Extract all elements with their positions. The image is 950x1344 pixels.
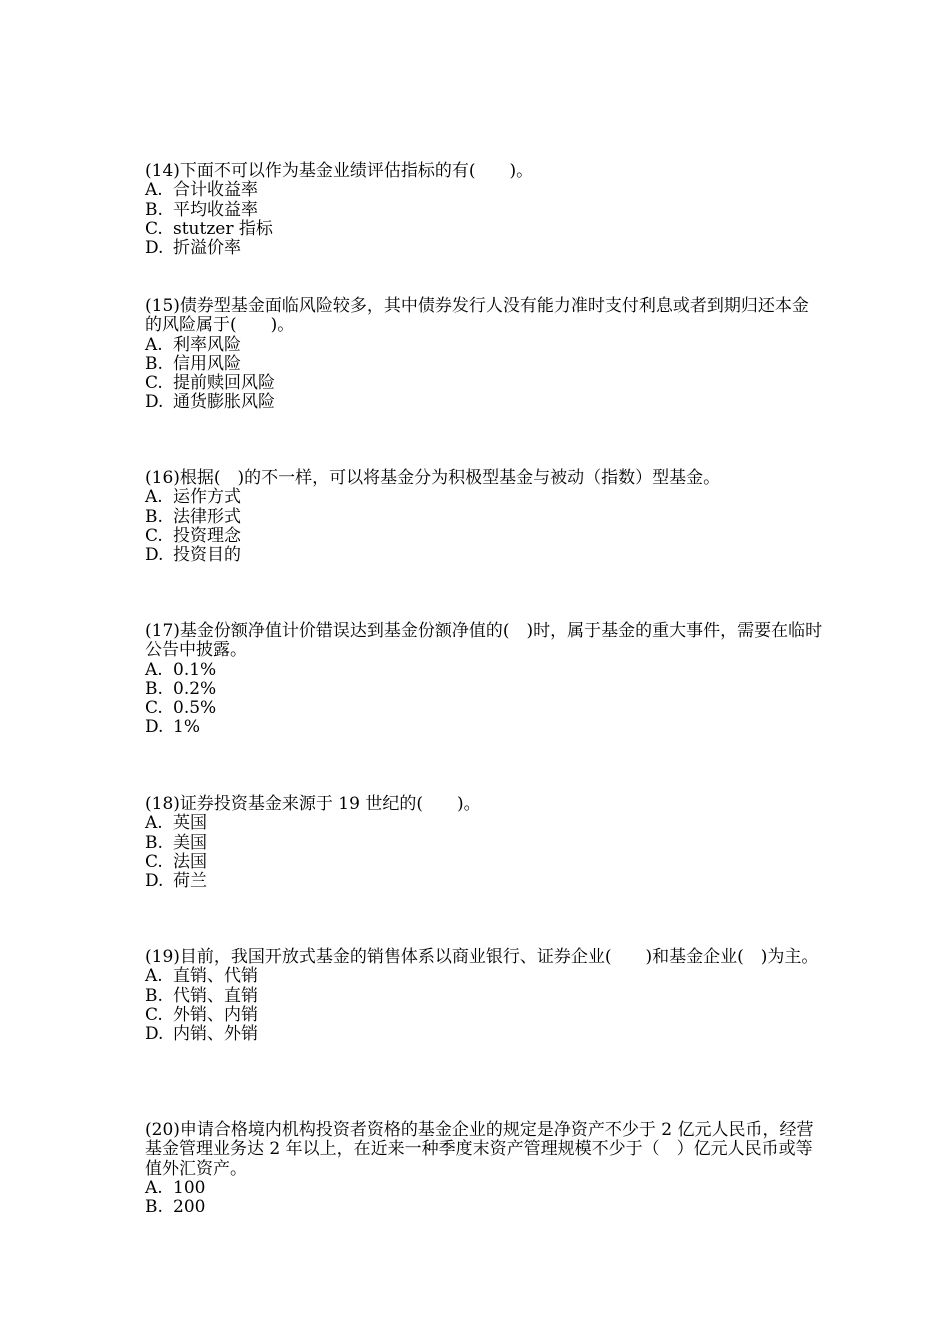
option-c: C. 提前赎回风险 [145,373,275,394]
question-stem: (20)申请合格境内机构投资者资格的基金企业的规定是净资产不少于 2 亿元人民币，经营基金管理业务达 2 年以上，在近来一种季度末资产管理规模不少于（ ）亿元人民币或等值外汇资产。 [145,1120,814,1179]
option-d: D. 荷兰 [145,871,207,892]
question-20 [145,1121,825,1217]
option-b: B. 200 [145,1197,206,1218]
option-d: D. 折溢价率 [145,238,241,259]
question-stem: (16)根据( )的不一样，可以将基金分为积极型基金与被动（指数）型基金。 [145,468,721,488]
option-d: D. 通货膨胀风险 [145,392,275,413]
option-a: A. 运作方式 [145,487,241,508]
question-16 [145,469,825,565]
option-b: B. 代销、直销 [145,985,258,1006]
option-b: B. 信用风险 [145,353,241,374]
question-14 [145,162,825,258]
option-d: D. 内销、外销 [145,1024,258,1045]
question-stem: (14)下面不可以作为基金业绩评估指标的有( )。 [145,161,534,181]
question-17 [145,622,825,738]
option-c: C. 投资理念 [145,525,241,546]
question-stem: (17)基金份额净值计价错误达到基金份额净值的( )时，属于基金的重大事件，需要在临时公告中披露。 [145,621,823,661]
question-stem: (19)目前，我国开放式基金的销售体系以商业银行、证券企业( )和基金企业( )为主。 [145,947,819,967]
option-d: D. 投资目的 [145,545,241,566]
option-a: A. 合计收益率 [145,180,258,201]
option-a: A. 直销、代销 [145,966,258,987]
option-c: C. stutzer 指标 [145,218,273,239]
question-18 [145,795,825,891]
option-c: C. 0.5% [145,698,217,719]
option-c: C. 外销、内销 [145,1004,258,1025]
option-d: D. 1% [145,717,200,738]
question-stem: (15)债券型基金面临风险较多，其中债券发行人没有能力准时支付利息或者到期归还本金的风险属于( )。 [145,296,809,336]
option-a: A. 利率风险 [145,334,241,355]
question-stem: (18)证券投资基金来源于 19 世纪的( )。 [145,794,481,814]
option-c: C. 法国 [145,851,207,872]
option-b: B. 法律形式 [145,506,241,527]
option-a: A. 100 [145,1177,206,1198]
question-19 [145,948,825,1044]
option-b: B. 0.2% [145,678,217,699]
option-a: A. 英国 [145,813,207,834]
option-b: B. 美国 [145,832,207,853]
question-15 [145,297,825,413]
option-a: A. 0.1% [145,659,217,680]
option-b: B. 平均收益率 [145,199,258,220]
